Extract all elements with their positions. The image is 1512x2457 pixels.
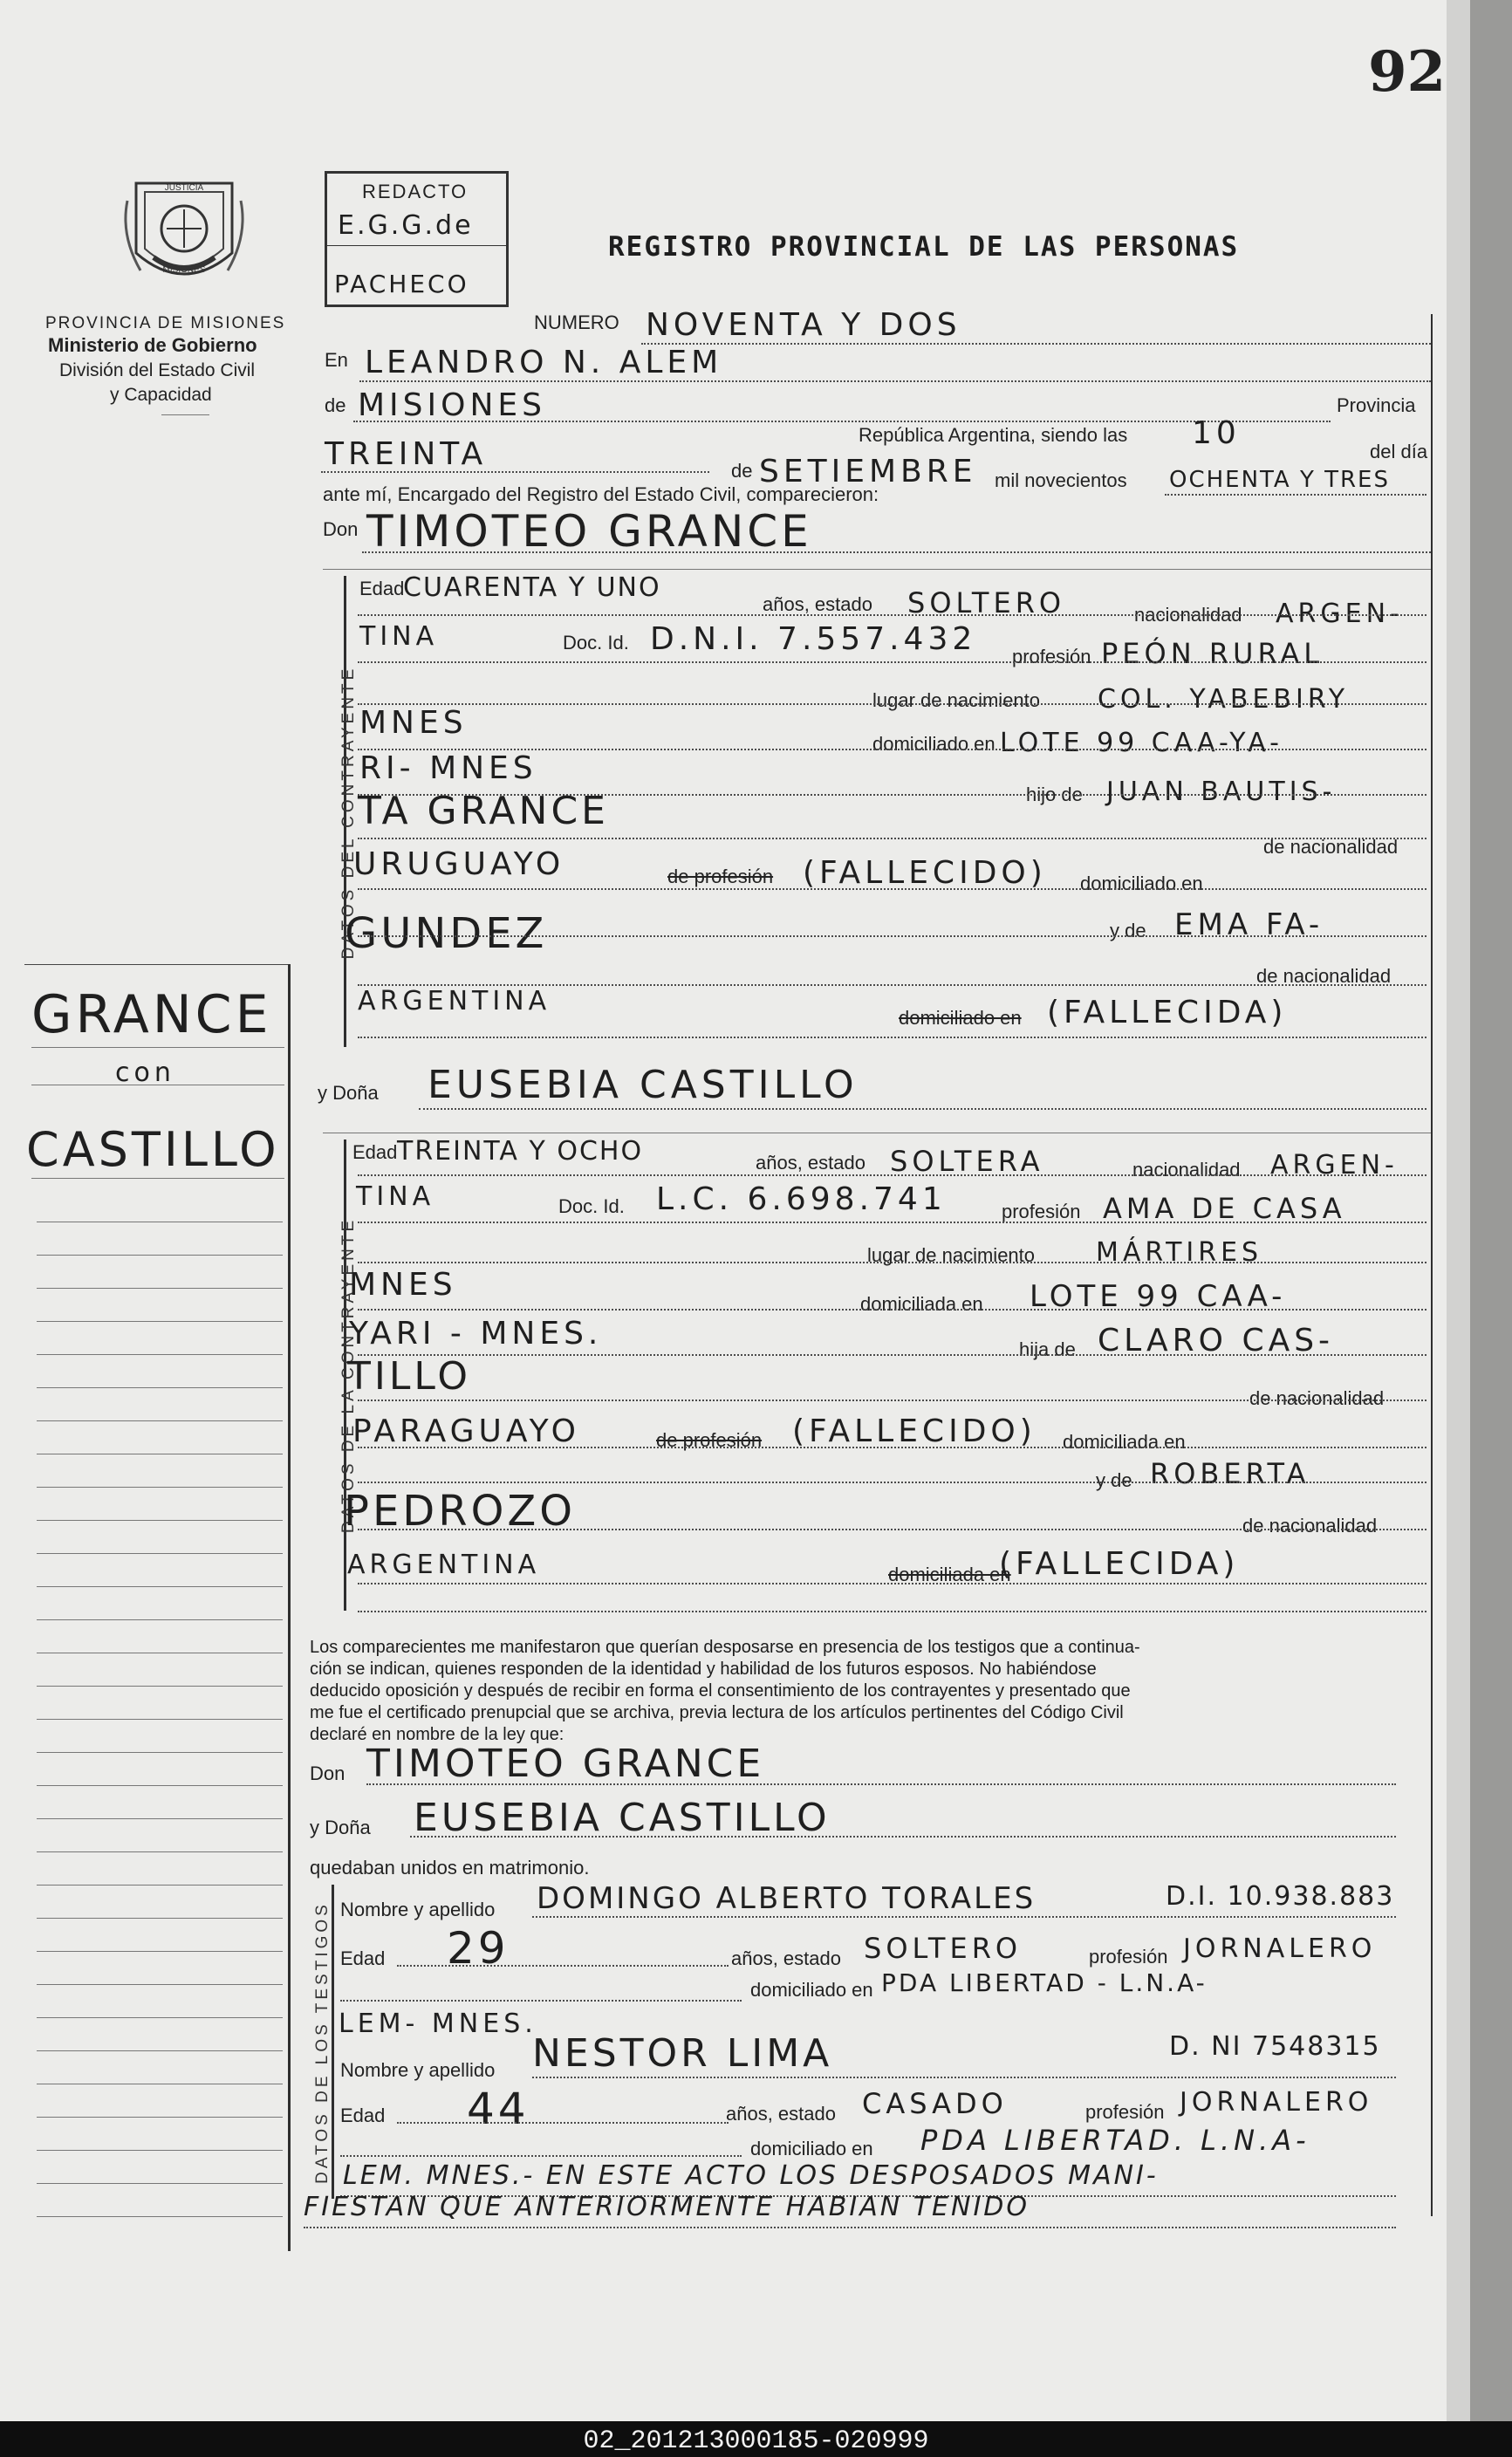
groom-address: LOTE 99 CAA-YA- [1000,728,1283,758]
groom-mother-status: (FALLECIDA) [1047,995,1288,1030]
witness2-profession: JORNALERO [1180,2087,1373,2118]
margin-rule [37,2017,283,2018]
bride-profession: AMA DE CASA [1103,1192,1346,1225]
division-header: División del Estado Civil [59,360,256,380]
bride-status: SOLTERA [890,1145,1044,1178]
bride-birthplace: MÁRTIRES [1096,1237,1263,1268]
groom-name: TIMOTEO GRANCE [366,506,812,557]
margin-rule [37,1487,283,1488]
coat-of-arms-seal [119,175,250,297]
margin-rule [37,2050,283,2051]
record-city: LEANDRO N. ALEM [365,345,723,380]
margin-rule [37,1255,283,1256]
margin-rule [37,1288,283,1289]
witness2-age: 44 [467,2084,530,2134]
margin-rule [37,1520,283,1521]
witness1-age: 29 [447,1923,510,1974]
groom-birthplace: COL. YABEBIRY [1098,684,1350,715]
witness2-document: D. NI 7548315 [1169,2031,1381,2062]
margin-rule [37,1686,283,1687]
bride-side-label: DATOS DE LA CONTRAYENTE [339,1216,358,1534]
bride-address: LOTE 99 CAA- [1030,1279,1287,1314]
margin-rule [37,1586,283,1587]
groom-mother: EMA FA- [1174,907,1324,942]
declaration-groom: TIMOTEO GRANCE [366,1742,765,1786]
bride-first-name: EUSEBIA CASTILLO [428,1063,859,1107]
groom-status: SOLTERO [907,586,1066,619]
ministry-header: Ministerio de Gobierno [48,334,257,356]
margin-surname-2: CASTILLO [26,1122,280,1177]
registry-title: REGISTRO PROVINCIAL DE LAS PERSONAS [608,231,1240,263]
record-day: TREINTA [325,436,488,472]
margin-rule [37,2183,283,2184]
bride-mother-status: (FALLECIDA) [999,1546,1240,1582]
redacto-stamp: REDACTO E.G.G.de PACHECO [325,171,509,307]
document-page: 92 JUSTICIA MISIONES PROVINCIA DE MISIONES Ministerio de Gobierno División del Estado Civil y Capacidad REDACTO E.G.G.de PACHECO REGISTRO PROVINCIAL DE LAS PERSONAS GRANCE con CASTILLO NUMERO NOVENTA Y DOS En LEANDRO N. ALEM de MISIONES Provincia República Argentina, siendo las 10 del día TREINTA de SETIEMBRE mil novecientos OCHENTA Y TRES ante mí, Encargado del Registro del Estado Civil, comparecieron: Don TIMOTEO GRANCE DATOS DEL CONTRAYENTE Edad CUARENTA Y UNO años, estado SOLTERO nacionalidad ARGEN- TINA Doc. Id. D.N.I. 7.557.432 profesión PEÓN RURAL lugar de nacimiento COL. YABEBIRY MNES domiciliado en LOTE 99 CAA-YA- RI- MNES hijo de JUAN BAUTIS- TA GRANCE de nacionalidad URUGUAYO de profesión (FALLECIDO) domiciliado en y de EMA FA- GUNDEZ de nacionalidad ARGENTINA domiciliado en (FALLECIDA) y Doña EUSEBIA CASTILLO DATOS DE LA CONTRAYENTE Edad TREINTA Y OCHO años, estado SOLTERA nacionalidad ARGEN- TINA Doc. Id. L.C. 6.698.741 profesión AMA DE CASA lugar de nacimiento MÁRTIRES MNES domiciliada en LOTE 99 CAA- YARI - MNES. hija de CLARO CAS- TILLO de nacionalidad PARAGUAYO de profesión (FALLECIDO) domiciliada en y de ROBERTA PEDROZO de nacionalidad ARGENTINA domiciliada en (FALLECIDA) Los comparecientes me manifestaron que querían desposarse en presencia de los testigos que a continua- ción se indican, quienes responden de la identidad y habilidad de los futuros esposos. No habiéndose deducido oposición y después de recibir en forma el consentimiento de los contrayentes y presentado que me fue el certificado prenupcial que se archiva, previa lectura de los artículos pertinentes del Código Civil declaré en nombre de la ley que: Don TIMOTEO GRANCE y Doña EUSEBIA CASTILLO quedaban unidos en matrimonio. DATOS DE LOS TESTIGOS Nombre y apellido DOMINGO ALBERTO TORALES D.I. 10.938.883 Edad 29 años, estado SOLTERO profesión JORNALERO domiciliado en PDA LIBERTAD - L.N.A- LEM- MNES. Nombre y apellido NESTOR LIMA D. NI 7548315 Edad 44 años, estado CASADO profesión JORNALERO domiciliado en PDA LIBERTAD. L.N.A- LEM. MNES.- EN ESTE ACTO LOS DESPOSADOS MANI- FIESTAN QUE ANTERIORMENTE HABIAN TENIDO [0,0,1470,2421]
margin-rule [37,1752,283,1753]
margin-rule [37,2150,283,2151]
bride-document: L.C. 6.698.741 [656,1181,947,1217]
margin-rule [37,1387,283,1388]
witness1-profession: JORNALERO [1183,1933,1377,1964]
record-number: NOVENTA Y DOS [646,307,961,343]
binding-edge [1470,0,1512,2421]
page-edge [1447,0,1470,2421]
capacity-header: y Capacidad [110,385,212,405]
svg-text:JUSTICIA: JUSTICIA [164,183,204,193]
margin-rule [37,2216,283,2217]
groom-age: CUARENTA Y UNO [403,572,661,603]
margin-rule [37,1851,283,1852]
margin-rule [37,1553,283,1554]
province-header: PROVINCIA DE MISIONES [45,314,286,332]
margin-rule [37,1885,283,1886]
margin-rule [37,1354,283,1355]
record-province: MISIONES [358,387,547,423]
margin-con: con [115,1057,175,1088]
groom-profession: PEÓN RURAL [1101,637,1324,670]
groom-father-status: (FALLECIDO) [803,855,1047,891]
witness1-name: DOMINGO ALBERTO TORALES [537,1881,1037,1916]
bride-father-status: (FALLECIDO) [792,1413,1037,1449]
marriage-note: FIESTAN QUE ANTERIORMENTE HABIAN TENIDO [304,2192,1030,2222]
bride-age: TREINTA Y OCHO [397,1136,644,1167]
witness2-address: PDA LIBERTAD. L.N.A- [920,2124,1310,2157]
margin-rule [37,1719,283,1720]
groom-document: D.N.I. 7.557.432 [650,621,977,657]
margin-rule [37,1619,283,1620]
bride-mother: ROBERTA [1150,1457,1310,1490]
witness1-status: SOLTERO [864,1932,1023,1965]
margin-surname-1: GRANCE [31,984,272,1045]
witness1-document: D.I. 10.938.883 [1166,1881,1395,1912]
margin-rule [37,1918,283,1919]
svg-text:MISIONES: MISIONES [162,265,206,275]
witnesses-side-label: DATOS DE LOS TESTIGOS [313,1901,332,2184]
witness2-address-continued: LEM. MNES.- EN ESTE ACTO LOS DESPOSADOS MANI- [343,2160,1159,2191]
record-month: SETIEMBRE [759,454,977,489]
declaration-text: Los comparecientes me manifestaron que querían desposarse en presencia de los testigos que a continua- ción se indican, quienes responden de la identidad y habilidad de los futuros esposos. No habiéndose deducido oposición y después de recibir en forma el consentimiento de los contrayentes y presentado que me fue el certificado prenupcial que se archiva, previa lectura de los artículos pertinentes del Código Civil declaré en nombre de la ley que: [310,1638,1140,1744]
margin-rule [37,2117,283,2118]
image-id-caption: 02_201213000185-020999 [583,2426,929,2456]
margin-rule [37,1321,283,1322]
margin-rule [37,1420,283,1421]
margin-rule [37,1951,283,1952]
witness2-status: CASADO [862,2087,1008,2120]
witness1-address: PDA LIBERTAD - L.N.A- [881,1968,1208,1997]
declaration-bride: EUSEBIA CASTILLO [414,1796,831,1840]
bride-father: CLARO CAS- [1098,1323,1335,1359]
groom-father: JUAN BAUTIS- [1106,777,1337,807]
margin-rule [37,1984,283,1985]
record-hour: 10 [1192,415,1241,451]
record-year: OCHENTA Y TRES [1169,467,1390,493]
witness2-name: NESTOR LIMA [532,2031,833,2076]
page-number: 92 [1368,39,1447,105]
margin-rule [37,1818,283,1819]
margin-rule [37,1785,283,1786]
groom-side-label: DATOS DEL CONTRAYENTE [339,665,358,960]
